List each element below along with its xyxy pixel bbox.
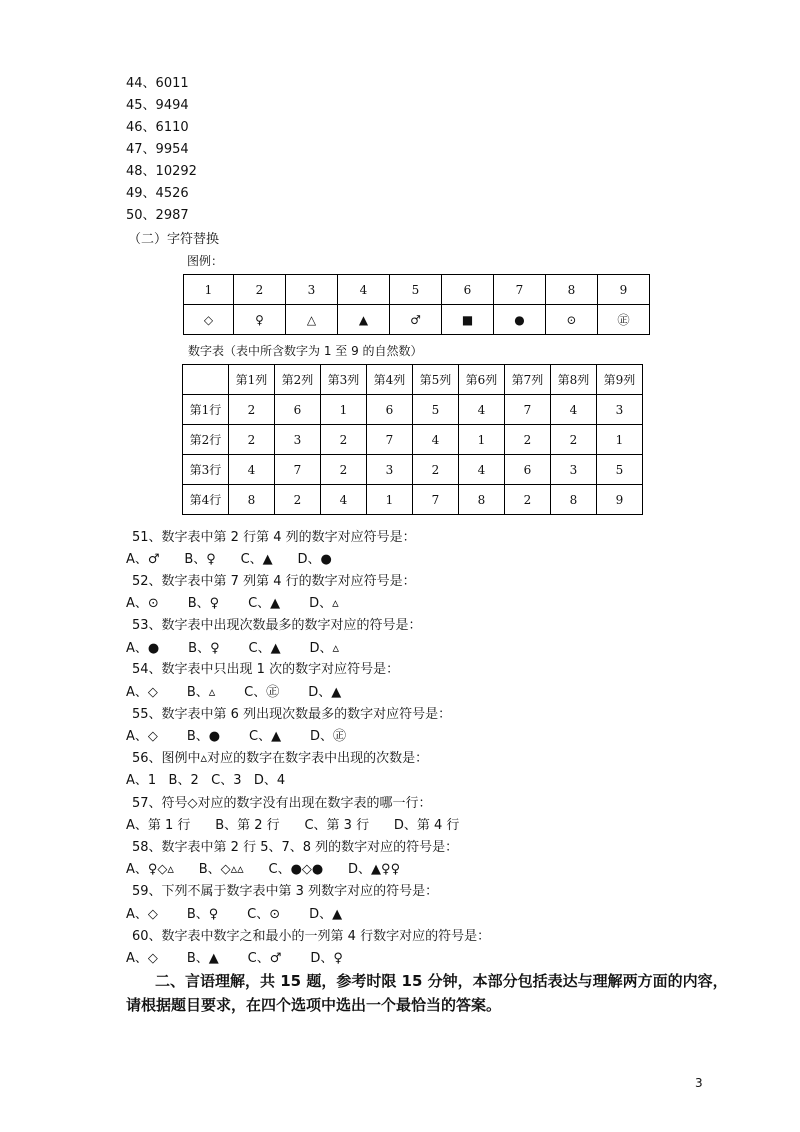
- table-cell: 8: [551, 485, 597, 515]
- legend-number: 5: [390, 275, 442, 305]
- page-number: 3: [695, 1076, 703, 1090]
- answer-line: 48、10292: [126, 164, 197, 179]
- section2-heading-cont: 请根据题目要求，在四个选项中选出一个最恰当的答案。: [126, 996, 502, 1014]
- table-cell: 3: [367, 455, 413, 485]
- legend-symbol: ㊣: [598, 305, 650, 335]
- question-text: 56、图例中▵对应的数字在数字表中出现的次数是：: [132, 751, 429, 766]
- legend-symbol: ⊙: [546, 305, 598, 335]
- legend-number: 3: [286, 275, 338, 305]
- row-label: 第3行: [183, 455, 229, 485]
- table-cell: 8: [459, 485, 505, 515]
- number-table: [182, 364, 643, 515]
- legend-caption: 图例：: [187, 254, 224, 268]
- table-cell: 2: [551, 425, 597, 455]
- legend-symbol: ♂: [390, 305, 442, 335]
- question-options: A、⊙ B、♀ C、▲ D、▵: [126, 596, 339, 611]
- question-options: A、♂ B、♀ C、▲ D、●: [126, 552, 332, 567]
- header-cell: 第5列: [413, 365, 459, 395]
- header-cell: 第3列: [321, 365, 367, 395]
- legend-number: 7: [494, 275, 546, 305]
- question-options: A、◇ B、▲ C、♂ D、♀: [126, 951, 343, 966]
- table-cell: 1: [367, 485, 413, 515]
- answer-line: 50、2987: [126, 208, 189, 223]
- legend-symbol: ▲: [338, 305, 390, 335]
- legend-table: [183, 274, 650, 335]
- table-cell: 6: [367, 395, 413, 425]
- table-row: [183, 425, 643, 455]
- table-cell: 4: [551, 395, 597, 425]
- question-text: 54、数字表中只出现 1 次的数字对应符号是：: [132, 662, 400, 677]
- legend-number-row: [184, 275, 650, 305]
- legend-symbol: ♀: [234, 305, 286, 335]
- header-cell: [183, 365, 229, 395]
- question-text: 55、数字表中第 6 列出现次数最多的数字对应符号是：: [132, 707, 452, 722]
- table-cell: 4: [229, 455, 275, 485]
- table-cell: 2: [505, 485, 551, 515]
- header-cell: 第4列: [367, 365, 413, 395]
- table-caption: 数字表（表中所含数字为 1 至 9 的自然数）: [188, 344, 423, 358]
- section-title: （二）字符替换: [128, 232, 220, 247]
- table-cell: 6: [275, 395, 321, 425]
- question-text: 53、数字表中出现次数最多的数字对应的符号是：: [132, 618, 422, 633]
- table-cell: 3: [597, 395, 643, 425]
- table-cell: 7: [367, 425, 413, 455]
- question-text: 58、数字表中第 2 行 5、7、8 列的数字对应的符号是：: [132, 840, 459, 855]
- question-text: 52、数字表中第 7 列第 4 行的数字对应符号是：: [132, 574, 416, 589]
- question-text: 60、数字表中数字之和最小的一列第 4 行数字对应的符号是：: [132, 929, 491, 944]
- table-cell: 7: [413, 485, 459, 515]
- question-options: A、◇ B、♀ C、⊙ D、▲: [126, 907, 343, 922]
- legend-number: 8: [546, 275, 598, 305]
- table-cell: 8: [229, 485, 275, 515]
- table-cell: 3: [551, 455, 597, 485]
- table-cell: 2: [275, 485, 321, 515]
- table-cell: 4: [459, 455, 505, 485]
- legend-symbol-row: [184, 305, 650, 335]
- legend-symbol: △: [286, 305, 338, 335]
- legend-number: 2: [234, 275, 286, 305]
- header-cell: 第9列: [597, 365, 643, 395]
- table-cell: 9: [597, 485, 643, 515]
- header-cell: 第8列: [551, 365, 597, 395]
- table-cell: 3: [275, 425, 321, 455]
- header-cell: 第7列: [505, 365, 551, 395]
- question-options: A、♀◇▵ B、◇▵▵ C、●◇● D、▲♀♀: [126, 862, 401, 877]
- table-cell: 6: [505, 455, 551, 485]
- table-row: [183, 455, 643, 485]
- row-label: 第2行: [183, 425, 229, 455]
- answer-line: 47、9954: [126, 142, 189, 157]
- answer-line: 44、6011: [126, 76, 189, 91]
- header-cell: 第6列: [459, 365, 505, 395]
- question-text: 57、符号◇对应的数字没有出现在数字表的哪一行：: [132, 796, 432, 811]
- table-cell: 7: [505, 395, 551, 425]
- legend-symbol: ●: [494, 305, 546, 335]
- table-cell: 4: [413, 425, 459, 455]
- table-cell: 2: [229, 395, 275, 425]
- table-cell: 4: [321, 485, 367, 515]
- table-row: [183, 485, 643, 515]
- answer-line: 45、9494: [126, 98, 189, 113]
- question-options: A、第 1 行 B、第 2 行 C、第 3 行 D、第 4 行: [126, 818, 460, 833]
- table-header-row: [183, 365, 643, 395]
- table-cell: 1: [597, 425, 643, 455]
- question-options: A、1 B、2 C、3 D、4: [126, 773, 286, 788]
- table-cell: 4: [459, 395, 505, 425]
- legend-number: 1: [184, 275, 234, 305]
- header-cell: 第1列: [229, 365, 275, 395]
- table-cell: 7: [275, 455, 321, 485]
- row-label: 第1行: [183, 395, 229, 425]
- question-text: 59、下列不属于数字表中第 3 列数字对应的符号是：: [132, 884, 439, 899]
- table-cell: 1: [321, 395, 367, 425]
- table-cell: 2: [321, 425, 367, 455]
- row-label: 第4行: [183, 485, 229, 515]
- table-cell: 2: [413, 455, 459, 485]
- legend-number: 4: [338, 275, 390, 305]
- table-cell: 2: [229, 425, 275, 455]
- legend-symbol: ■: [442, 305, 494, 335]
- legend-number: 9: [598, 275, 650, 305]
- header-cell: 第2列: [275, 365, 321, 395]
- section2-heading: 二、言语理解，共 15 题，参考时限 15 分钟，本部分包括表达与理解两方面的内容，: [155, 972, 728, 990]
- answer-line: 49、4526: [126, 186, 189, 201]
- table-cell: 2: [505, 425, 551, 455]
- legend-symbol: ◇: [184, 305, 234, 335]
- legend-number: 6: [442, 275, 494, 305]
- answer-line: 46、6110: [126, 120, 189, 135]
- table-cell: 1: [459, 425, 505, 455]
- question-text: 51、数字表中第 2 行第 4 列的数字对应符号是：: [132, 530, 416, 545]
- table-cell: 2: [321, 455, 367, 485]
- question-options: A、● B、♀ C、▲ D、▵: [126, 641, 340, 656]
- table-row: [183, 395, 643, 425]
- table-cell: 5: [413, 395, 459, 425]
- question-options: A、◇ B、▵ C、㊣ D、▲: [126, 685, 342, 700]
- table-cell: 5: [597, 455, 643, 485]
- question-options: A、◇ B、● C、▲ D、㊣: [126, 729, 347, 744]
